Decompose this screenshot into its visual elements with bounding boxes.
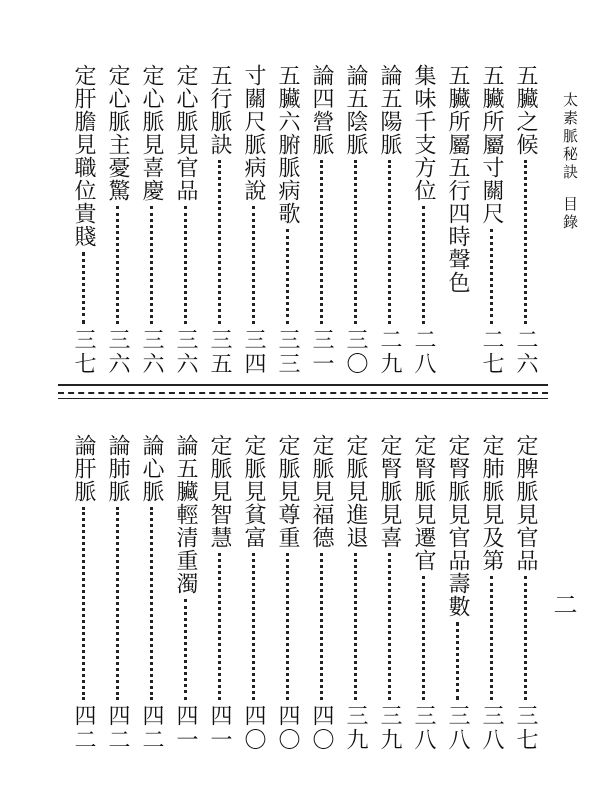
- dot-leader: [354, 553, 357, 700]
- dot-leader: [422, 576, 425, 700]
- entry-title: 定肝膽見職位貴賤: [71, 64, 96, 248]
- entry-page: 四〇: [275, 704, 300, 752]
- entry-title: 論五陽脈: [377, 64, 402, 156]
- entry-page: 三一: [309, 328, 334, 376]
- entry-page: 三七: [513, 704, 538, 752]
- entry-title: 五臟之候: [513, 64, 538, 156]
- entry-title: 五行脈訣: [207, 64, 232, 156]
- dot-leader: [320, 160, 323, 324]
- dot-leader: [184, 206, 187, 324]
- dot-leader: [354, 160, 357, 324]
- entry-page: 三〇: [343, 328, 368, 376]
- entry-page: 三三: [275, 328, 300, 376]
- entry-page: 三八: [445, 704, 470, 752]
- toc-entry: [272, 64, 302, 376]
- entry-page: 四二: [139, 704, 164, 752]
- dot-leader: [422, 206, 425, 324]
- entry-title: 論心脈: [139, 434, 164, 503]
- toc-entry: [408, 434, 438, 752]
- toc-entry: [238, 434, 268, 752]
- entry-page: 四〇: [309, 704, 334, 752]
- dot-leader: [252, 206, 255, 324]
- running-header: [558, 92, 582, 232]
- divider-rule: [58, 392, 548, 394]
- entry-page: 三六: [139, 328, 164, 376]
- divider-rule: [58, 398, 548, 399]
- toc-entry: [374, 64, 404, 376]
- entry-page: 二七: [479, 328, 504, 376]
- dot-leader: [184, 599, 187, 700]
- entry-title: 五臟所屬寸關尺: [479, 64, 504, 225]
- toc-entry: [476, 64, 506, 376]
- entry-page: 二八: [411, 328, 436, 376]
- entry-title: 定心脈主憂驚: [105, 64, 130, 202]
- entry-page: 三八: [479, 704, 504, 752]
- entry-title: 論肺脈: [105, 434, 130, 503]
- entry-page: 三七: [71, 328, 96, 376]
- entry-title: 定肺脈見及第: [479, 434, 504, 572]
- entry-page: 四二: [105, 704, 130, 752]
- entry-page: 三六: [105, 328, 130, 376]
- toc-entry: [272, 434, 302, 752]
- entry-title: 定脈見貧富: [241, 434, 266, 549]
- entry-title: 定腎脈見遷官: [411, 434, 436, 572]
- entry-title: 論肝脈: [71, 434, 96, 503]
- dot-leader: [524, 160, 527, 324]
- toc-entry: [408, 64, 438, 376]
- entry-page: 四一: [173, 704, 198, 752]
- entry-title: 定脈見尊重: [275, 434, 300, 549]
- dot-leader: [286, 553, 289, 700]
- toc-entry: [510, 434, 540, 752]
- toc-entry: [476, 434, 506, 752]
- dot-leader: [490, 576, 493, 700]
- entry-page: 三四: [241, 328, 266, 376]
- entry-page: 二六: [513, 328, 538, 376]
- dot-leader: [252, 553, 255, 700]
- dot-leader: [82, 507, 85, 700]
- entry-title: 論五臟輕清重濁: [173, 434, 198, 595]
- entry-title: 五臟所屬五行四時聲色: [445, 64, 470, 294]
- dot-leader: [150, 507, 153, 700]
- dot-leader: [320, 553, 323, 700]
- toc-entry: [374, 434, 404, 752]
- toc-entry: [306, 64, 336, 376]
- dot-leader: [218, 160, 221, 324]
- entry-title: 集味千支方位: [411, 64, 436, 202]
- toc-entry: [102, 434, 132, 752]
- toc-entry: [340, 64, 370, 376]
- entry-page: 三五: [207, 328, 232, 376]
- toc-entry: [204, 64, 234, 376]
- dot-leader: [524, 576, 527, 700]
- toc-entry: [102, 64, 132, 376]
- toc-entry: [442, 434, 472, 752]
- toc-entry: [510, 64, 540, 376]
- entry-title: 定心脈見喜慶: [139, 64, 164, 202]
- entry-title: 定脈見進退: [343, 434, 368, 549]
- entry-title: 定脈見福德: [309, 434, 334, 549]
- toc-entry: [136, 64, 166, 376]
- toc-entry: [170, 64, 200, 376]
- toc-entry: [340, 434, 370, 752]
- dot-leader: [82, 252, 85, 324]
- toc-entry: [170, 434, 200, 752]
- page-number: 二: [549, 592, 577, 616]
- dot-leader: [116, 507, 119, 700]
- divider-rule: [58, 384, 548, 386]
- entry-title: 寸關尺脈病說: [241, 64, 266, 202]
- entry-title: 定腎脈見喜: [377, 434, 402, 549]
- dot-leader: [456, 622, 459, 700]
- entry-page: 三九: [377, 704, 402, 752]
- toc-entry: [442, 64, 472, 376]
- toc-entry: [204, 434, 234, 752]
- book-title: 太素脈秘訣: [561, 92, 579, 182]
- entry-page: 三六: [173, 328, 198, 376]
- entry-page: 三八: [411, 704, 436, 752]
- entry-title: 定脈見智慧: [207, 434, 232, 549]
- dot-leader: [116, 206, 119, 324]
- entry-title: 五臟六腑脈病歌: [275, 64, 300, 225]
- toc-entry: [238, 64, 268, 376]
- dot-leader: [388, 160, 391, 324]
- dot-leader: [388, 553, 391, 700]
- dot-leader: [490, 229, 493, 324]
- entry-page: 四〇: [241, 704, 266, 752]
- dot-leader: [150, 206, 153, 324]
- section-title: 目錄: [561, 196, 579, 232]
- entry-page: 四二: [71, 704, 96, 752]
- entry-title: 論五陰脈: [343, 64, 368, 156]
- toc-entry: [136, 434, 166, 752]
- dot-leader: [286, 229, 289, 324]
- toc-entry: [306, 434, 336, 752]
- entry-title: 論四營脈: [309, 64, 334, 156]
- toc-entry: [68, 64, 98, 376]
- toc-entry: [68, 434, 98, 752]
- entry-title: 定心脈見官品: [173, 64, 198, 202]
- entry-page: 二九: [377, 328, 402, 376]
- entry-page: 三九: [343, 704, 368, 752]
- entry-title: 定腎脈見官品壽數: [445, 434, 470, 618]
- dot-leader: [218, 553, 221, 700]
- entry-title: 定脾脈見官品: [513, 434, 538, 572]
- entry-page: 四一: [207, 704, 232, 752]
